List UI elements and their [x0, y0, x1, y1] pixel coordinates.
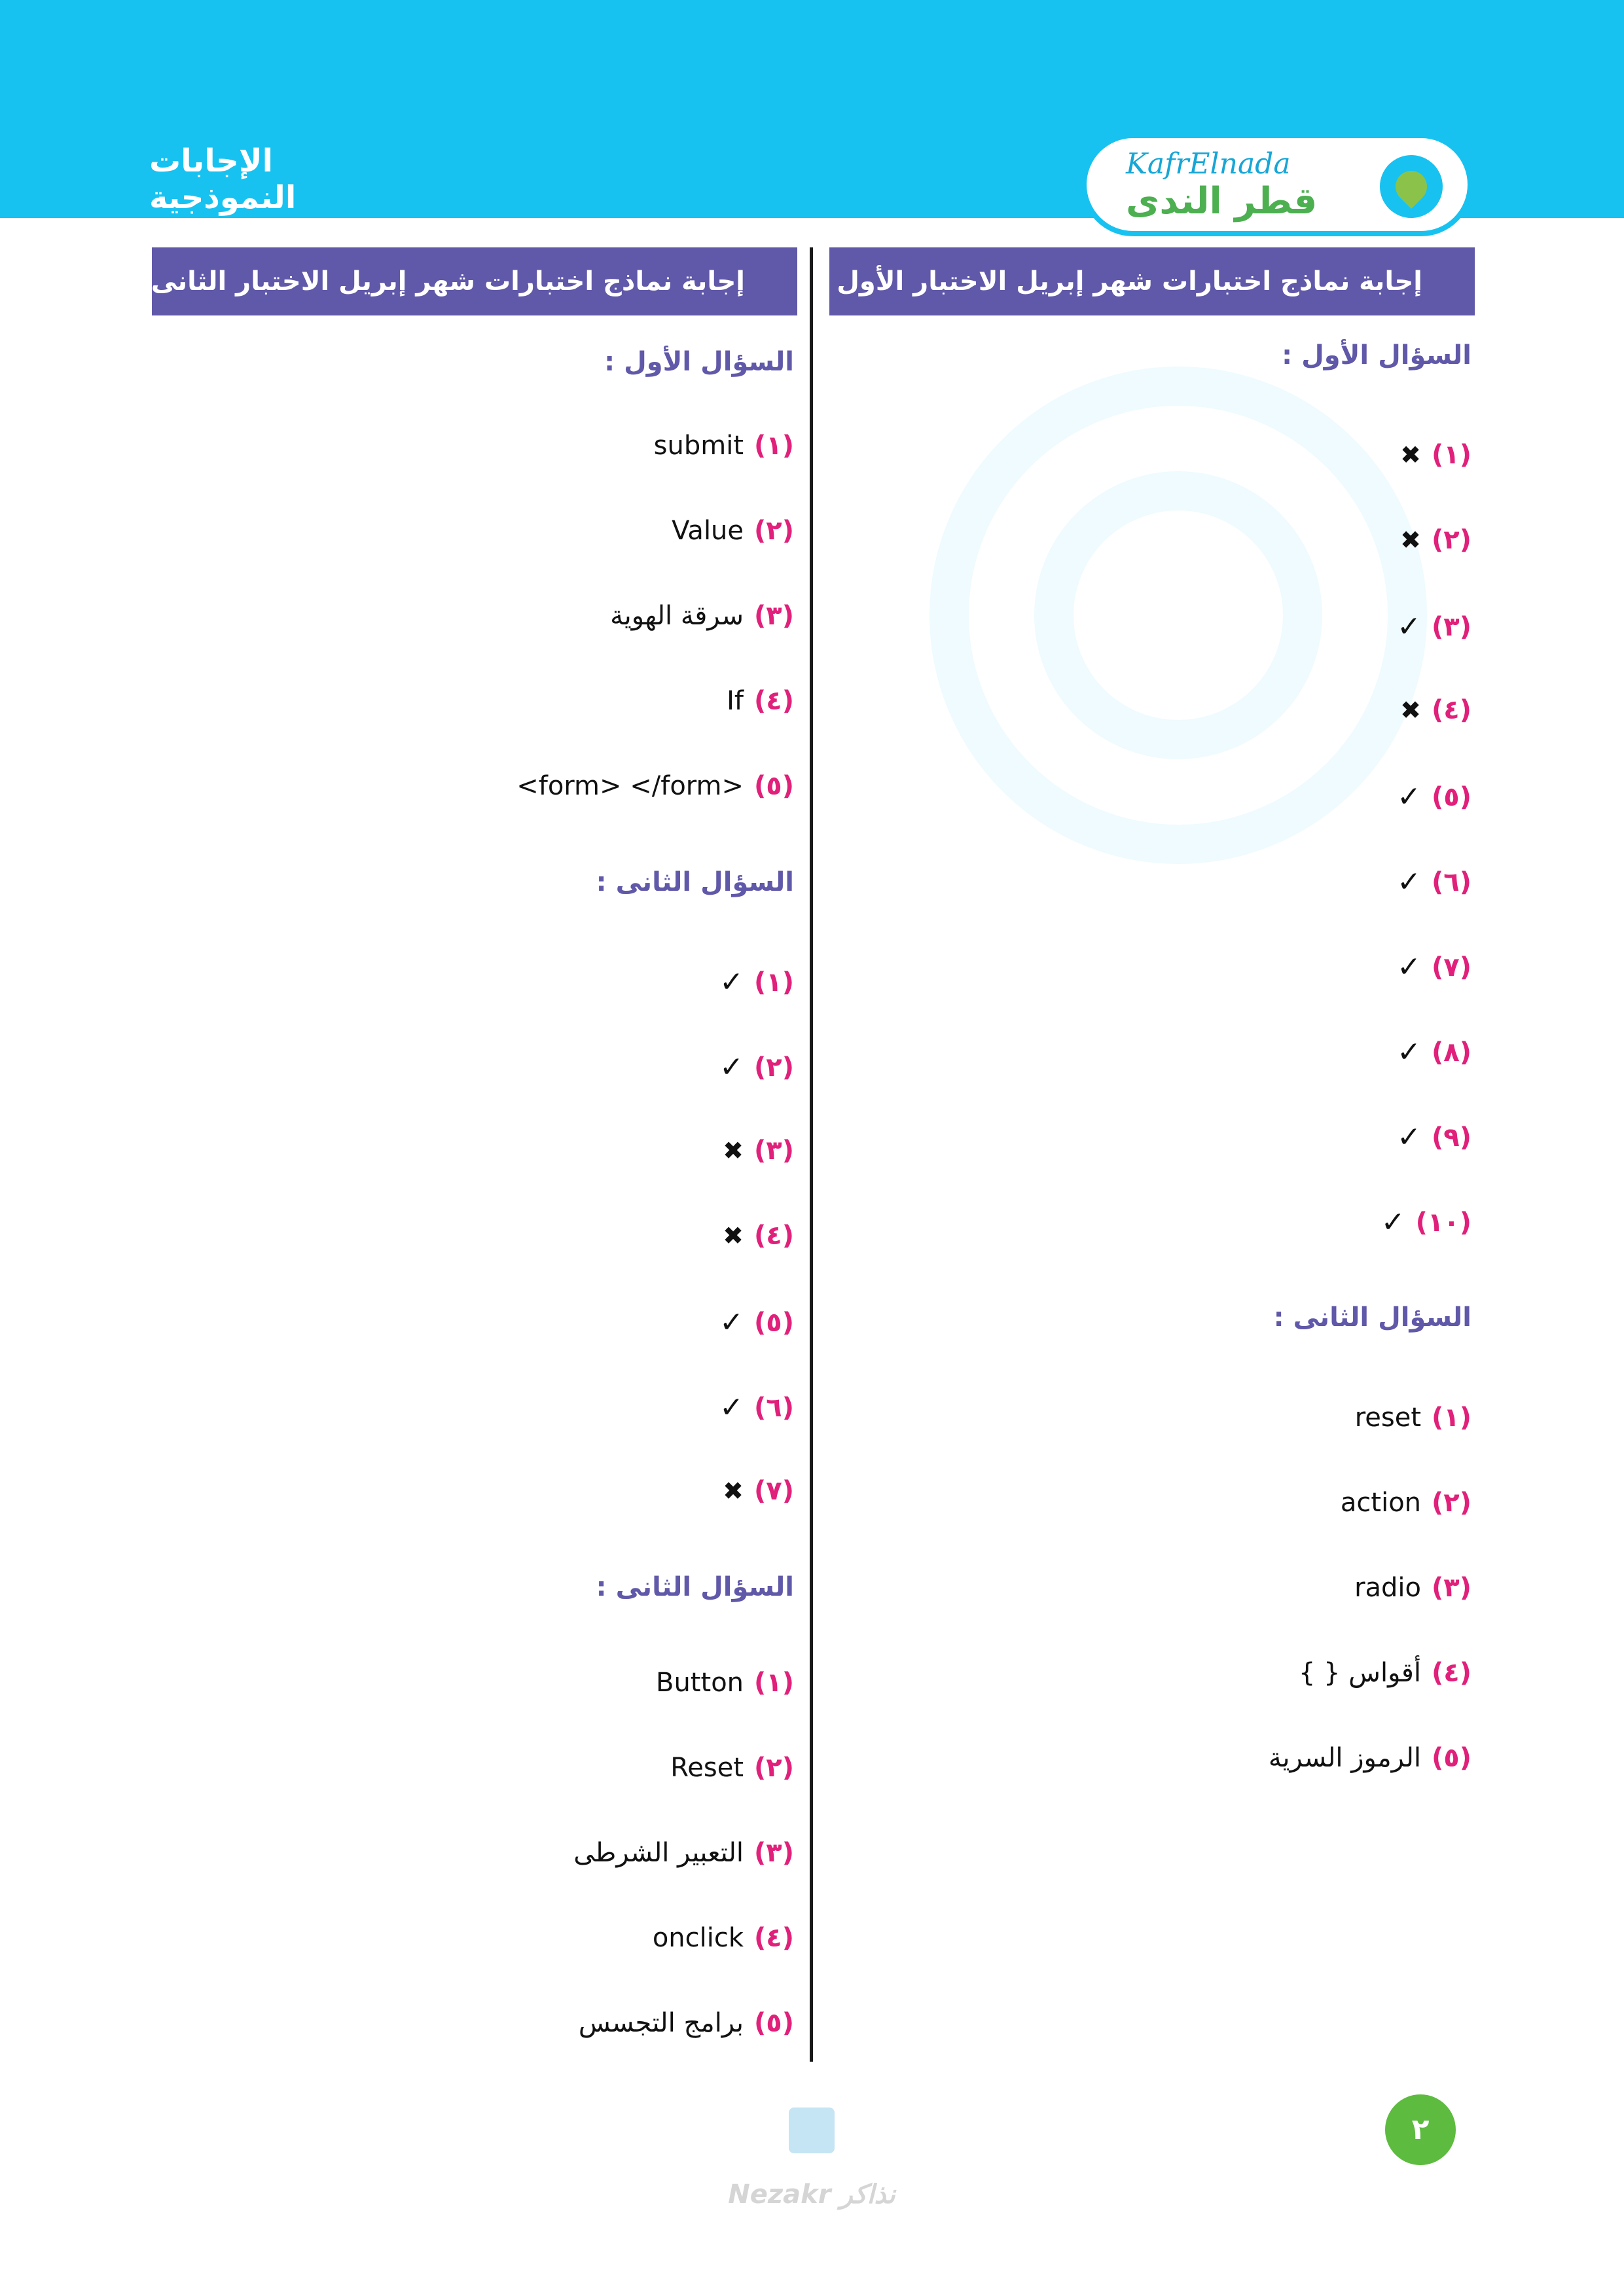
column-divider: [810, 247, 813, 2062]
cross-mark-icon: ✖: [723, 1136, 744, 1165]
answer-item: [1400, 695, 1471, 725]
cross-mark-icon: ✖: [1400, 526, 1422, 554]
answer-text: reset: [1354, 1403, 1422, 1433]
leaf-icon: [1389, 164, 1434, 209]
answer-number: (٣): [1432, 1573, 1471, 1603]
answer-number: (١): [754, 967, 794, 997]
left-section3-title: السؤال الثانى :: [596, 1572, 794, 1602]
answer-item: [573, 1838, 794, 1868]
check-mark-icon: ✓: [719, 1391, 744, 1424]
footer-brand-logo: [720, 2108, 903, 2251]
left-column-header: إجابة نماذج اختبارات شهر إبريل الاختبار الثانى: [152, 247, 797, 315]
answer-number: (٥): [754, 1307, 794, 1338]
answer-item: [1354, 1573, 1471, 1603]
logo-latin-text: KafrElnada: [1126, 147, 1291, 181]
answer-text: التعبير الشرطى: [573, 1838, 744, 1868]
answer-item: [656, 1668, 794, 1698]
answer-text: submit: [653, 431, 744, 461]
answer-item: [719, 965, 794, 999]
check-mark-icon: ✓: [1380, 1206, 1405, 1239]
footer-brand-text: Nezakr نذاكر: [728, 2179, 895, 2210]
answer-number: (٤): [754, 686, 794, 716]
answer-number: (٦): [1432, 867, 1471, 897]
answer-item: [1397, 865, 1471, 899]
logo-arabic-text: قطر الندى: [1126, 180, 1318, 223]
answer-number: (٥): [754, 771, 794, 801]
answer-text: action: [1340, 1488, 1422, 1518]
left-section2-title: السؤال الثانى :: [596, 867, 794, 897]
answer-item: [723, 1476, 794, 1506]
check-mark-icon: ✓: [1397, 1035, 1422, 1069]
answer-text: Button: [656, 1668, 744, 1698]
answer-item: [1400, 525, 1471, 555]
answer-number: (٧): [1432, 952, 1471, 982]
answer-item: [1397, 1035, 1471, 1069]
answer-item: [579, 2008, 794, 2038]
answer-number: (٤): [1432, 1658, 1471, 1688]
answer-item: [654, 431, 794, 461]
cross-mark-icon: ✖: [1400, 440, 1422, 469]
graduation-cap-icon: [789, 2108, 835, 2153]
check-mark-icon: ✓: [719, 965, 744, 999]
answer-item: [1269, 1743, 1471, 1773]
answer-item: [1397, 950, 1471, 984]
answer-text: onclick: [652, 1923, 744, 1953]
answer-number: (١): [754, 431, 794, 461]
answer-number: (٢): [754, 516, 794, 546]
answer-number: (٥): [754, 2008, 794, 2038]
check-mark-icon: ✓: [719, 1306, 744, 1339]
answer-text: <form> </form>: [516, 771, 744, 801]
answer-item: [1341, 1488, 1471, 1518]
answer-text: برامج التجسس: [578, 2008, 744, 2038]
answer-number: (٤): [754, 1221, 794, 1251]
answer-text: radio: [1354, 1573, 1422, 1603]
answer-text: الرموز السرية: [1268, 1743, 1422, 1773]
answer-number: (١): [1432, 440, 1471, 470]
answer-text: If: [727, 686, 744, 716]
page-title: الإجابات النموذجية: [149, 143, 297, 216]
answer-number: (٨): [1432, 1037, 1471, 1067]
answer-item: [653, 1923, 794, 1953]
answer-item: [516, 771, 794, 801]
answer-text: Value: [672, 516, 744, 546]
check-mark-icon: ✓: [1397, 950, 1422, 984]
answer-item: [1381, 1206, 1471, 1239]
check-mark-icon: ✓: [1397, 1121, 1422, 1154]
check-mark-icon: ✓: [719, 1050, 744, 1084]
check-mark-icon: ✓: [1397, 865, 1422, 899]
answer-item: [723, 1221, 794, 1251]
answer-item: [727, 686, 794, 716]
answer-number: (١): [754, 1668, 794, 1698]
answer-item: [672, 516, 794, 546]
answer-number: (٣): [754, 1136, 794, 1166]
answer-item: [1397, 1121, 1471, 1154]
answer-number: (٣): [1432, 611, 1471, 642]
answer-item: [719, 1391, 794, 1424]
answer-item: [723, 1136, 794, 1166]
answer-item: [719, 1050, 794, 1084]
answer-number: (٣): [754, 1838, 794, 1868]
answer-text: أقواس { }: [1298, 1658, 1422, 1688]
answer-number: (٩): [1432, 1122, 1471, 1153]
answer-number: (٥): [1432, 781, 1471, 812]
left-section1-title: السؤال الأول :: [604, 347, 794, 377]
answer-item: [1397, 780, 1471, 814]
answer-number: (٢): [754, 1052, 794, 1083]
answer-number: (٢): [1432, 1488, 1471, 1518]
answer-number: (٤): [1432, 695, 1471, 725]
brand-logo: [1081, 133, 1473, 236]
cross-mark-icon: ✖: [723, 1477, 744, 1505]
answer-item: [1400, 440, 1471, 470]
watermark-logo-inner: [1034, 471, 1322, 759]
answer-number: (٦): [754, 1392, 794, 1423]
answer-item: [1355, 1403, 1471, 1433]
answer-text: Reset: [670, 1753, 744, 1783]
page-number: ٢: [1385, 2094, 1456, 2165]
answer-text: سرقة الهوية: [610, 601, 744, 631]
answer-item: [1299, 1658, 1471, 1688]
answer-item: [670, 1753, 794, 1783]
check-mark-icon: ✓: [1397, 780, 1422, 814]
answer-item: [610, 601, 794, 631]
water-drop-icon: [1380, 155, 1443, 218]
cross-mark-icon: ✖: [1400, 696, 1422, 725]
answer-number: (٥): [1432, 1743, 1471, 1773]
answer-number: (١٠): [1415, 1207, 1471, 1238]
answer-number: (٢): [754, 1753, 794, 1783]
right-column-header: إجابة نماذج اختبارات شهر إبريل الاختبار الأول: [829, 247, 1475, 315]
answer-number: (٤): [754, 1923, 794, 1953]
answer-number: (٢): [1432, 525, 1471, 555]
right-section2-title: السؤال الثانى :: [1273, 1302, 1471, 1333]
answer-item: [719, 1306, 794, 1339]
right-section1-title: السؤال الأول :: [1282, 340, 1471, 370]
answer-item: [1397, 610, 1471, 643]
answer-number: (٧): [754, 1476, 794, 1506]
cross-mark-icon: ✖: [723, 1221, 744, 1250]
answer-number: (١): [1432, 1403, 1471, 1433]
answer-number: (٣): [754, 601, 794, 631]
check-mark-icon: ✓: [1397, 610, 1422, 643]
